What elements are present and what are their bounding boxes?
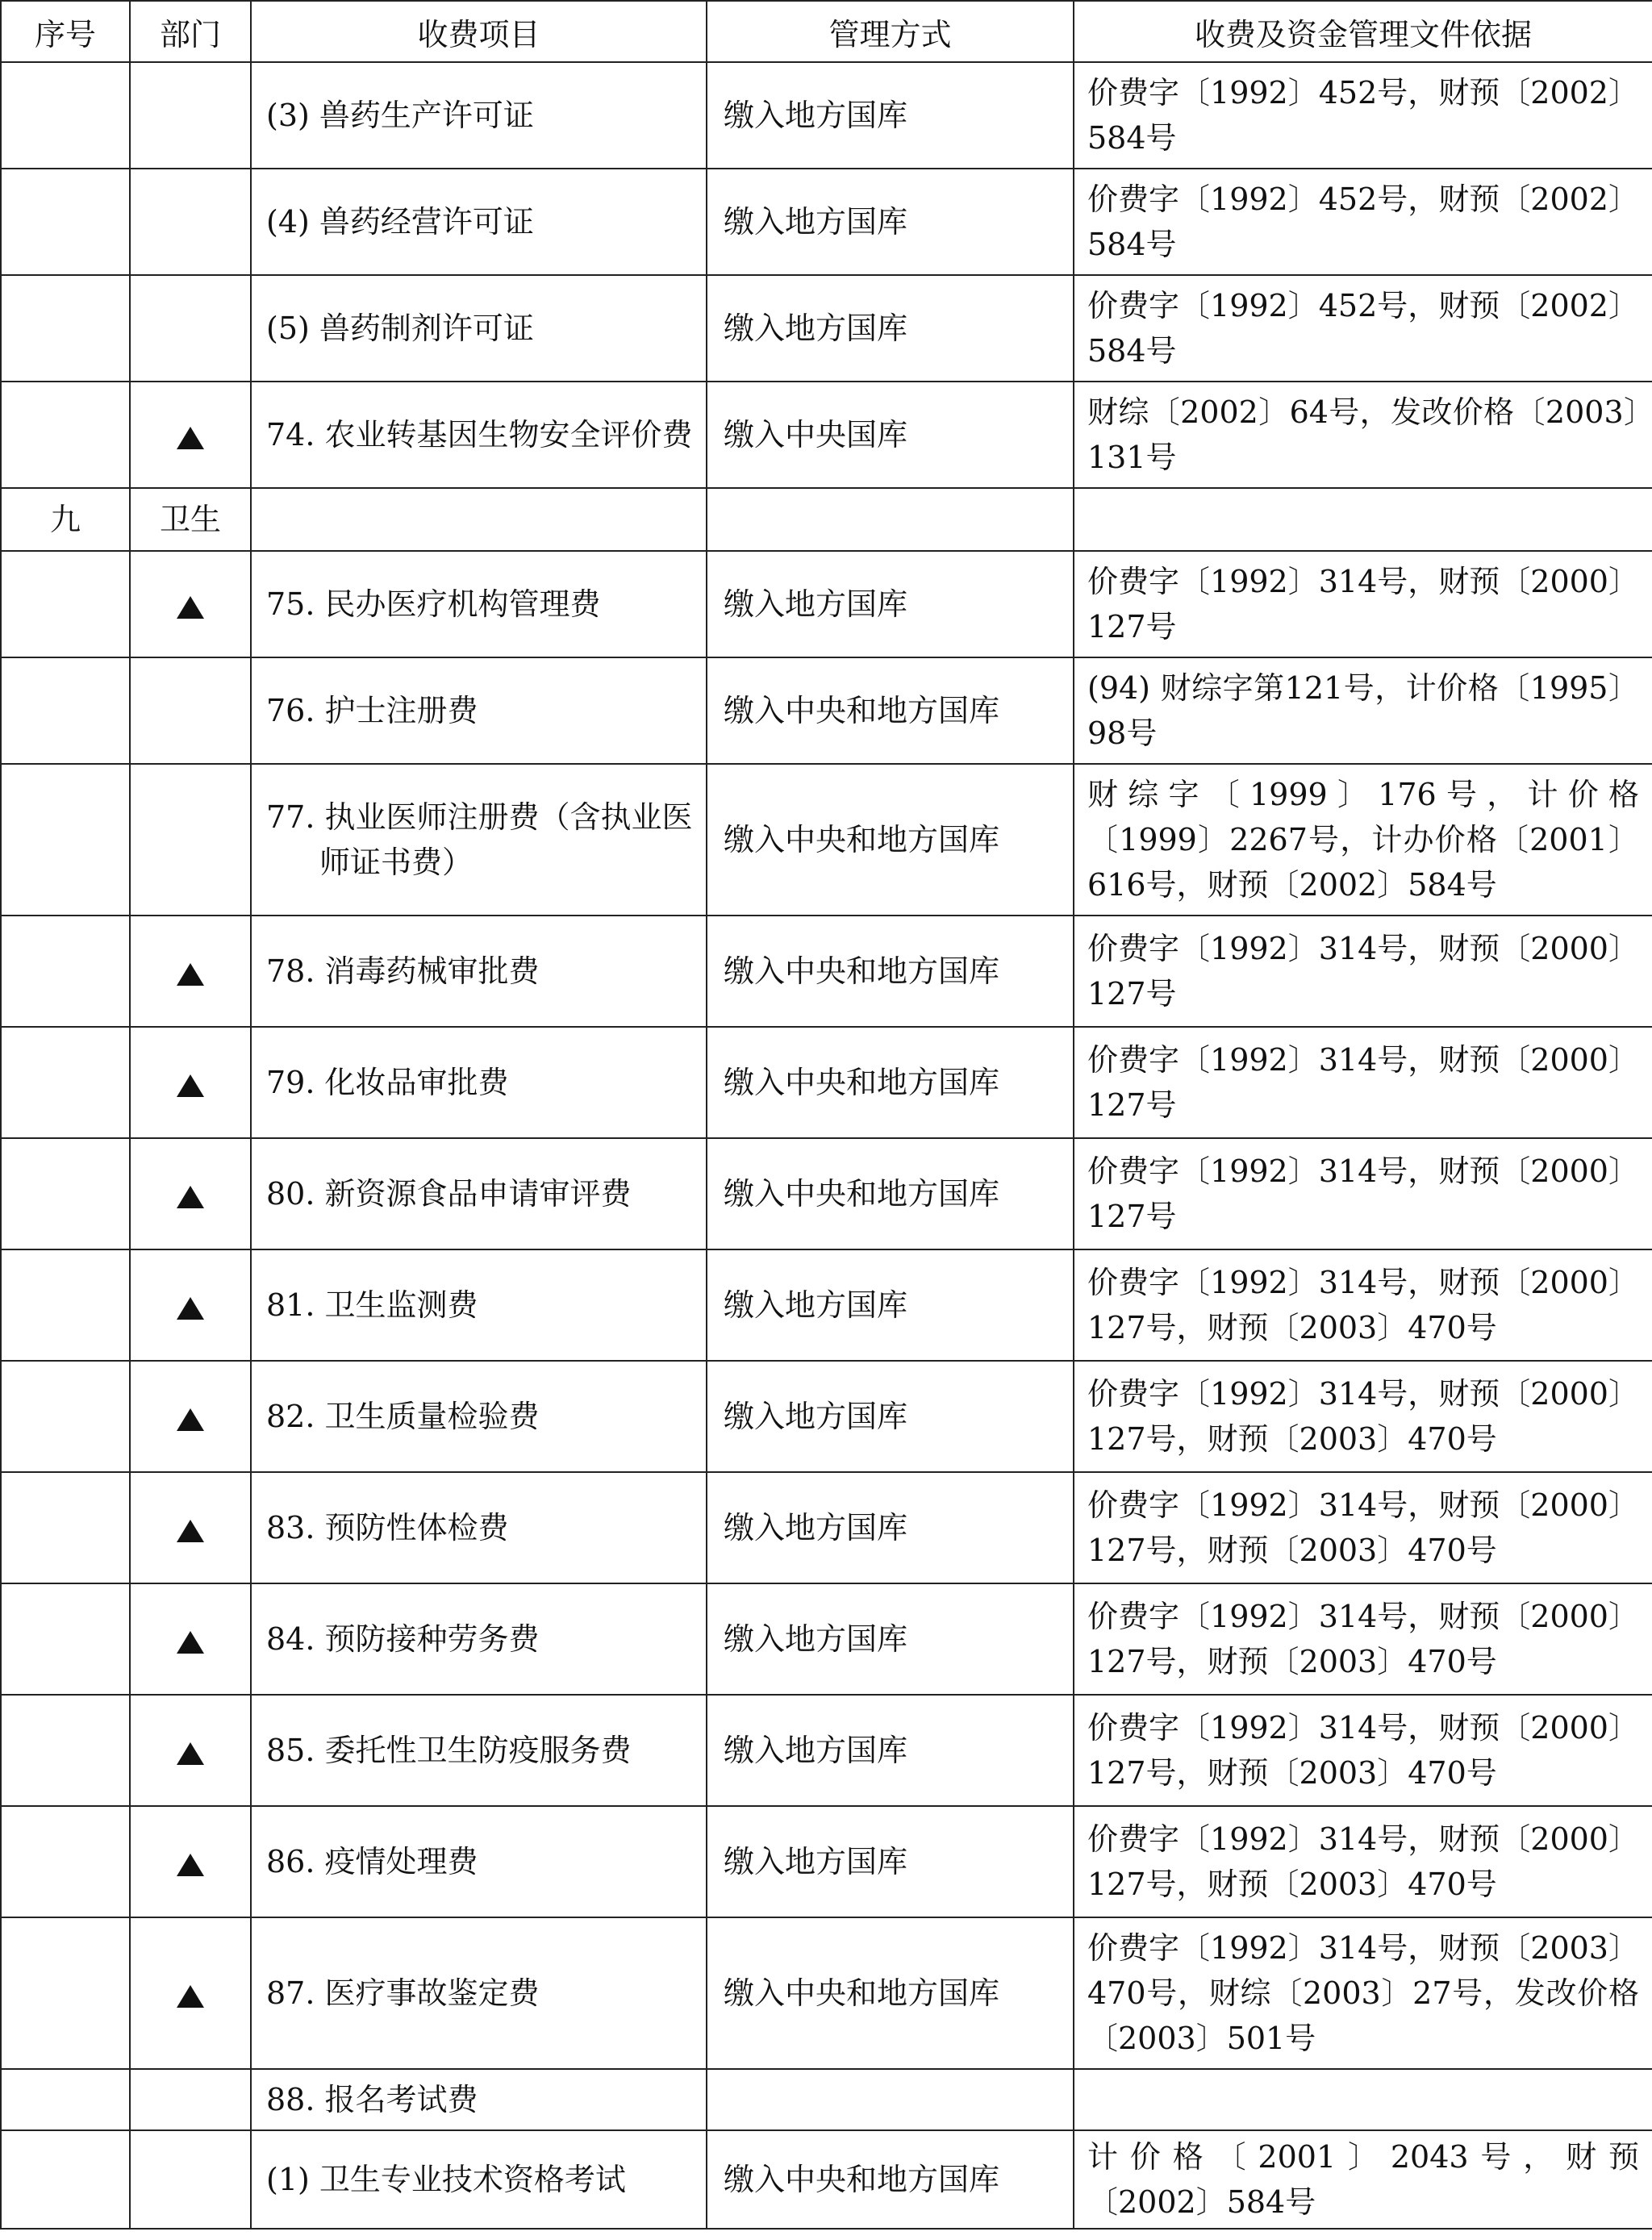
cell-text: 价费字〔1992〕452号，财预〔2002〕584号 bbox=[1087, 75, 1639, 156]
cell-text: 84. 预防接种劳务费 bbox=[266, 1621, 540, 1657]
cell-seq bbox=[1, 1249, 130, 1361]
table-body bbox=[1, 62, 1652, 2229]
cell-text: 80. 新资源食品申请审评费 bbox=[266, 1176, 632, 1212]
header-item: 收费项目 bbox=[251, 1, 707, 62]
cell-basis bbox=[1074, 275, 1652, 382]
cell-text: 86. 疫情处理费 bbox=[266, 1844, 478, 1879]
cell-mgmt bbox=[707, 1472, 1074, 1583]
cell-text: 缴入地方国库 bbox=[724, 1844, 908, 1879]
cell-mgmt bbox=[707, 1917, 1074, 2069]
cell-basis bbox=[1074, 916, 1652, 1027]
cell-text: 卫生 bbox=[159, 502, 221, 537]
cell-basis bbox=[1074, 1138, 1652, 1249]
triangle-marker-icon bbox=[177, 963, 204, 986]
cell-dept bbox=[130, 764, 251, 916]
cell-seq bbox=[1, 2069, 130, 2130]
cell-seq bbox=[1, 1472, 130, 1583]
table-row bbox=[1, 916, 1652, 1027]
cell-dept bbox=[130, 1361, 251, 1472]
cell-seq bbox=[1, 916, 130, 1027]
cell-item bbox=[251, 1806, 707, 1917]
cell-basis bbox=[1074, 551, 1652, 657]
cell-seq bbox=[1, 488, 130, 551]
table-row bbox=[1, 2130, 1652, 2229]
cell-text: 缴入地方国库 bbox=[724, 1621, 908, 1657]
cell-dept bbox=[130, 382, 251, 488]
cell-dept bbox=[130, 1249, 251, 1361]
cell-text: 77. 执业医师注册费（含执业医师证书费） bbox=[266, 799, 693, 880]
cell-item bbox=[251, 169, 707, 275]
cell-text: 78. 消毒药械审批费 bbox=[266, 953, 540, 989]
triangle-marker-icon bbox=[177, 1985, 204, 2008]
cell-mgmt bbox=[707, 551, 1074, 657]
cell-text: 缴入地方国库 bbox=[724, 1510, 908, 1545]
cell-dept bbox=[130, 1695, 251, 1806]
cell-text: 82. 卫生质量检验费 bbox=[266, 1399, 540, 1434]
cell-seq bbox=[1, 1695, 130, 1806]
cell-seq bbox=[1, 169, 130, 275]
cell-text: 缴入中央和地方国库 bbox=[724, 693, 1000, 728]
triangle-marker-icon bbox=[177, 1074, 204, 1097]
table-row bbox=[1, 1917, 1652, 2069]
cell-seq bbox=[1, 382, 130, 488]
cell-dept bbox=[130, 916, 251, 1027]
table-row bbox=[1, 657, 1652, 764]
cell-mgmt bbox=[707, 1249, 1074, 1361]
table-row bbox=[1, 764, 1652, 916]
cell-basis bbox=[1074, 2130, 1652, 2229]
cell-basis bbox=[1074, 1361, 1652, 1472]
cell-text: 计价格〔2001〕2043号，财预〔2002〕584号 bbox=[1087, 2139, 1639, 2220]
table-row bbox=[1, 1249, 1652, 1361]
cell-text: 价费字〔1992〕452号，财预〔2002〕584号 bbox=[1087, 288, 1639, 369]
cell-dept bbox=[130, 1472, 251, 1583]
cell-dept bbox=[130, 551, 251, 657]
cell-item bbox=[251, 764, 707, 916]
cell-mgmt bbox=[707, 1806, 1074, 1917]
cell-mgmt bbox=[707, 764, 1074, 916]
triangle-marker-icon bbox=[177, 1186, 204, 1208]
cell-basis bbox=[1074, 169, 1652, 275]
cell-basis bbox=[1074, 1695, 1652, 1806]
cell-text: 价费字〔1992〕314号，财预〔2000〕127号 bbox=[1087, 564, 1639, 644]
cell-text: (3) 兽药生产许可证 bbox=[266, 98, 534, 133]
cell-seq bbox=[1, 657, 130, 764]
cell-mgmt bbox=[707, 657, 1074, 764]
cell-basis bbox=[1074, 1027, 1652, 1138]
cell-item bbox=[251, 916, 707, 1027]
header-dept: 部门 bbox=[130, 1, 251, 62]
cell-seq bbox=[1, 62, 130, 169]
cell-item bbox=[251, 1583, 707, 1695]
cell-basis bbox=[1074, 488, 1652, 551]
cell-text: 83. 预防性体检费 bbox=[266, 1510, 509, 1545]
cell-mgmt bbox=[707, 275, 1074, 382]
table-row bbox=[1, 1695, 1652, 1806]
cell-text: 价费字〔1992〕314号，财预〔2003〕470号，财综〔2003〕27号，发改价格〔2003〕501号 bbox=[1087, 1930, 1639, 2056]
cell-mgmt bbox=[707, 1695, 1074, 1806]
cell-dept bbox=[130, 2130, 251, 2229]
triangle-marker-icon bbox=[177, 427, 204, 449]
cell-text: 价费字〔1992〕314号，财预〔2000〕127号 bbox=[1087, 1042, 1639, 1123]
cell-item bbox=[251, 657, 707, 764]
cell-text: 缴入中央国库 bbox=[724, 417, 908, 453]
table-row bbox=[1, 1472, 1652, 1583]
cell-mgmt bbox=[707, 169, 1074, 275]
cell-text: 财综字〔1999〕176号，计价格〔1999〕2267号，计办价格〔2001〕616号，财预〔2002〕584号 bbox=[1087, 777, 1639, 903]
cell-mgmt bbox=[707, 382, 1074, 488]
cell-text: 价费字〔1992〕314号，财预〔2000〕127号 bbox=[1087, 931, 1639, 1012]
cell-text: 价费字〔1992〕314号，财预〔2000〕127号，财预〔2003〕470号 bbox=[1087, 1376, 1639, 1457]
cell-seq bbox=[1, 1361, 130, 1472]
cell-item bbox=[251, 2130, 707, 2229]
table-row bbox=[1, 1361, 1652, 1472]
cell-text: (94) 财综字第121号，计价格〔1995〕98号 bbox=[1087, 670, 1639, 751]
header-mgmt: 管理方式 bbox=[707, 1, 1074, 62]
cell-item bbox=[251, 275, 707, 382]
cell-item bbox=[251, 1472, 707, 1583]
cell-seq bbox=[1, 551, 130, 657]
cell-text: 87. 医疗事故鉴定费 bbox=[266, 1975, 540, 2011]
cell-text: 价费字〔1992〕452号，财预〔2002〕584号 bbox=[1087, 181, 1639, 262]
triangle-marker-icon bbox=[177, 1408, 204, 1431]
cell-basis bbox=[1074, 764, 1652, 916]
cell-seq bbox=[1, 2130, 130, 2229]
cell-dept bbox=[130, 169, 251, 275]
cell-dept bbox=[130, 657, 251, 764]
triangle-marker-icon bbox=[177, 1520, 204, 1542]
cell-text: 缴入地方国库 bbox=[724, 1287, 908, 1323]
cell-text: 缴入地方国库 bbox=[724, 586, 908, 622]
table-row bbox=[1, 1806, 1652, 1917]
cell-text: 缴入地方国库 bbox=[724, 204, 908, 240]
cell-text: 缴入中央和地方国库 bbox=[724, 1176, 1000, 1212]
cell-item bbox=[251, 1249, 707, 1361]
cell-text: 缴入中央和地方国库 bbox=[724, 1065, 1000, 1100]
cell-seq bbox=[1, 275, 130, 382]
cell-text: 缴入地方国库 bbox=[724, 311, 908, 346]
cell-dept bbox=[130, 62, 251, 169]
cell-item bbox=[251, 62, 707, 169]
cell-mgmt bbox=[707, 2130, 1074, 2229]
cell-text: 75. 民办医疗机构管理费 bbox=[266, 586, 601, 622]
cell-text: 价费字〔1992〕314号，财预〔2000〕127号，财预〔2003〕470号 bbox=[1087, 1821, 1639, 1902]
triangle-marker-icon bbox=[177, 1631, 204, 1654]
cell-item bbox=[251, 1917, 707, 2069]
table-row bbox=[1, 551, 1652, 657]
triangle-marker-icon bbox=[177, 1854, 204, 1876]
cell-text: 价费字〔1992〕314号，财预〔2000〕127号，财预〔2003〕470号 bbox=[1087, 1487, 1639, 1568]
cell-seq bbox=[1, 1027, 130, 1138]
cell-text: 缴入地方国库 bbox=[724, 1733, 908, 1768]
cell-dept bbox=[130, 488, 251, 551]
cell-dept bbox=[130, 1138, 251, 1249]
cell-text: 九 bbox=[49, 502, 81, 537]
cell-basis bbox=[1074, 62, 1652, 169]
table-row bbox=[1, 169, 1652, 275]
table-row bbox=[1, 1138, 1652, 1249]
cell-text: (5) 兽药制剂许可证 bbox=[266, 311, 534, 346]
cell-mgmt bbox=[707, 62, 1074, 169]
cell-text: 价费字〔1992〕314号，财预〔2000〕127号，财预〔2003〕470号 bbox=[1087, 1265, 1639, 1345]
cell-item bbox=[251, 1361, 707, 1472]
cell-text: 81. 卫生监测费 bbox=[266, 1287, 478, 1323]
table-row bbox=[1, 62, 1652, 169]
cell-item bbox=[251, 382, 707, 488]
cell-text: 价费字〔1992〕314号，财预〔2000〕127号，财预〔2003〕470号 bbox=[1087, 1710, 1639, 1791]
cell-text: 79. 化妆品审批费 bbox=[266, 1065, 509, 1100]
triangle-marker-icon bbox=[177, 596, 204, 619]
cell-basis bbox=[1074, 1583, 1652, 1695]
cell-text: 缴入中央和地方国库 bbox=[724, 822, 1000, 857]
cell-text: (1) 卫生专业技术资格考试 bbox=[266, 2162, 626, 2197]
table-row bbox=[1, 275, 1652, 382]
cell-text: 缴入中央和地方国库 bbox=[724, 2162, 1000, 2197]
cell-text: 74. 农业转基因生物安全评价费 bbox=[266, 417, 693, 453]
cell-mgmt bbox=[707, 916, 1074, 1027]
cell-seq bbox=[1, 1138, 130, 1249]
cell-item bbox=[251, 488, 707, 551]
table-row bbox=[1, 2069, 1652, 2130]
cell-text: 价费字〔1992〕314号，财预〔2000〕127号，财预〔2003〕470号 bbox=[1087, 1599, 1639, 1679]
cell-seq bbox=[1, 1806, 130, 1917]
header-basis: 收费及资金管理文件依据 bbox=[1074, 1, 1652, 62]
cell-dept bbox=[130, 1583, 251, 1695]
cell-text: 缴入中央和地方国库 bbox=[724, 953, 1000, 989]
table-row bbox=[1, 488, 1652, 551]
cell-mgmt bbox=[707, 1138, 1074, 1249]
cell-seq bbox=[1, 764, 130, 916]
cell-text: 76. 护士注册费 bbox=[266, 693, 478, 728]
cell-dept bbox=[130, 1806, 251, 1917]
header-seq: 序号 bbox=[1, 1, 130, 62]
cell-text: 价费字〔1992〕314号，财预〔2000〕127号 bbox=[1087, 1153, 1639, 1234]
cell-item bbox=[251, 1027, 707, 1138]
cell-text: 85. 委托性卫生防疫服务费 bbox=[266, 1733, 632, 1768]
cell-mgmt bbox=[707, 2069, 1074, 2130]
cell-dept bbox=[130, 275, 251, 382]
header-row bbox=[1, 1, 1652, 62]
cell-text: 缴入地方国库 bbox=[724, 1399, 908, 1434]
cell-mgmt bbox=[707, 488, 1074, 551]
cell-basis bbox=[1074, 382, 1652, 488]
cell-text: 缴入中央和地方国库 bbox=[724, 1975, 1000, 2011]
cell-basis bbox=[1074, 2069, 1652, 2130]
cell-seq bbox=[1, 1583, 130, 1695]
cell-text: 88. 报名考试费 bbox=[266, 2082, 478, 2117]
table-row bbox=[1, 1583, 1652, 1695]
cell-dept bbox=[130, 1917, 251, 2069]
cell-seq bbox=[1, 1917, 130, 2069]
cell-basis bbox=[1074, 1472, 1652, 1583]
cell-text: 缴入地方国库 bbox=[724, 98, 908, 133]
cell-item bbox=[251, 1138, 707, 1249]
cell-item bbox=[251, 2069, 707, 2130]
cell-item bbox=[251, 1695, 707, 1806]
cell-text: (4) 兽药经营许可证 bbox=[266, 204, 534, 240]
cell-mgmt bbox=[707, 1583, 1074, 1695]
table-row bbox=[1, 1027, 1652, 1138]
cell-basis bbox=[1074, 1249, 1652, 1361]
cell-basis bbox=[1074, 1917, 1652, 2069]
cell-dept bbox=[130, 2069, 251, 2130]
cell-item bbox=[251, 551, 707, 657]
cell-text: 财综〔2002〕64号，发改价格〔2003〕131号 bbox=[1087, 394, 1639, 475]
triangle-marker-icon bbox=[177, 1297, 204, 1320]
table-row bbox=[1, 382, 1652, 488]
cell-mgmt bbox=[707, 1361, 1074, 1472]
cell-dept bbox=[130, 1027, 251, 1138]
triangle-marker-icon bbox=[177, 1742, 204, 1765]
cell-mgmt bbox=[707, 1027, 1074, 1138]
cell-basis bbox=[1074, 657, 1652, 764]
cell-basis bbox=[1074, 1806, 1652, 1917]
